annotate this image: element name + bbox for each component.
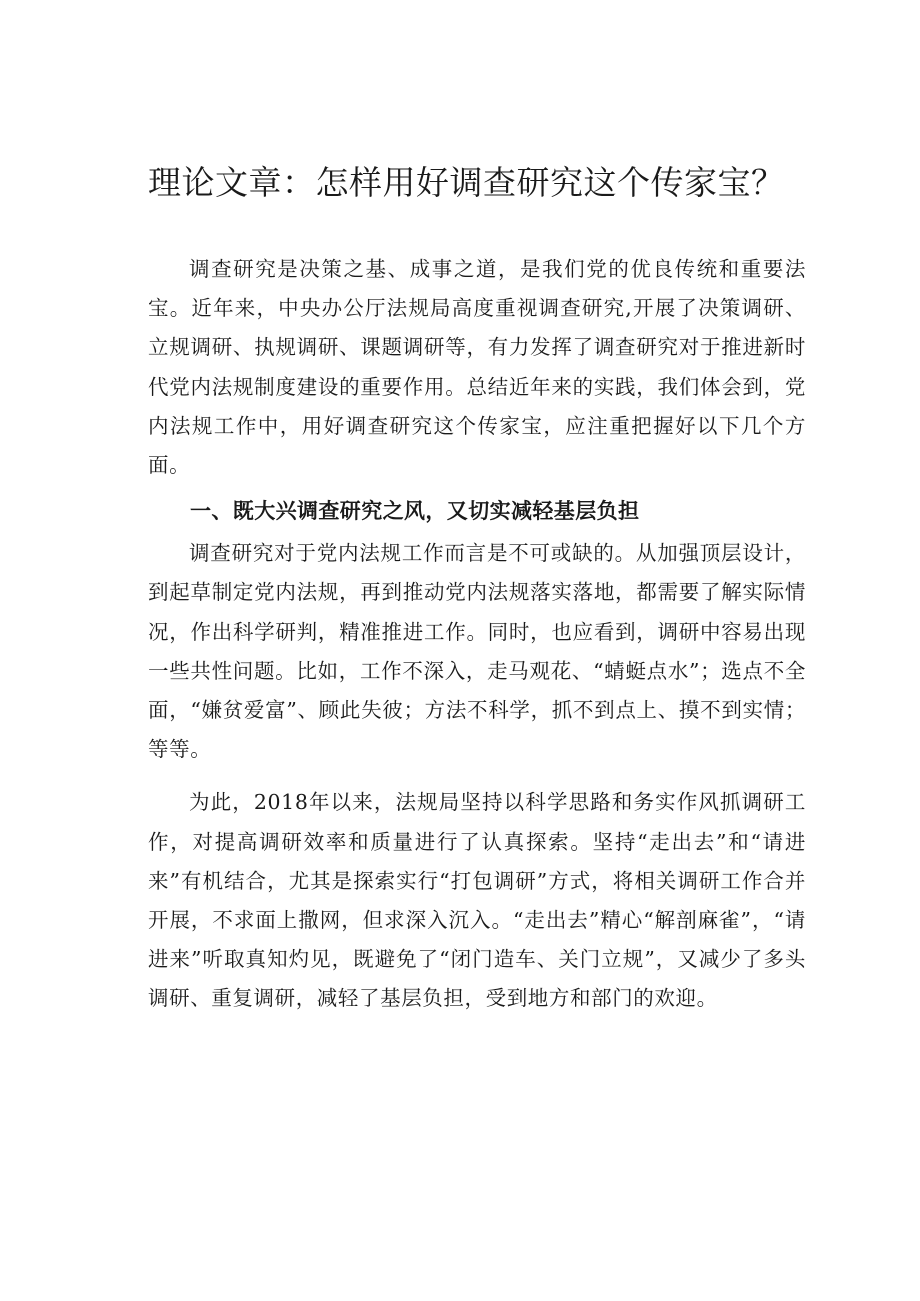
body-paragraph: 为此，2018年以来，法规局坚持以科学思路和务实作风抓调研工作，对提高调研效率和质量进行了认真探索。坚持“走出去”和“请进来”有机结合，尤其是探索实行“打包调研”方式，将相关调研工作合并开展，不求面上撒网，但求深入沉入。“走出去”精心“解剖麻雀”，“请进来”听取真知灼见，既避免了“闭门造车、关门立规”，又减少了多头调研、重复调研，减轻了基层负担，受到地方和部门的欢迎。: [148, 790, 806, 1011]
article-body: [148, 250, 806, 1019]
body-paragraph: 调查研究对于党内法规工作而言是不可或缺的。从加强顶层设计，到起草制定党内法规，再到推动党内法规落实落地，都需要了解实际情况，作出科学研判，精准推进工作。同时，也应看到，调研中容易出现一些共性问题。比如，工作不深入，走马观花、“蜻蜓点水”；选点不全面，“嫌贫爱富”、顾此失彼；方法不科学，抓不到点上、摸不到实情；等等。: [148, 541, 806, 762]
intro-paragraph: 调查研究是决策之基、成事之道，是我们党的优良传统和重要法宝。近年来，中央办公厅法规局高度重视调查研究,开展了决策调研、立规调研、执规调研、课题调研等，有力发挥了调查研究对于推进新时代党内法规制度建设的重要作用。总结近年来的实践，我们体会到，党内法规工作中，用好调查研究这个传家宝，应注重把握好以下几个方面。: [148, 257, 806, 478]
section-heading: 一、既大兴调查研究之风，又切实减轻基层负担: [190, 499, 640, 524]
article-title: 理论文章：怎样用好调查研究这个传家宝？: [148, 163, 785, 202]
